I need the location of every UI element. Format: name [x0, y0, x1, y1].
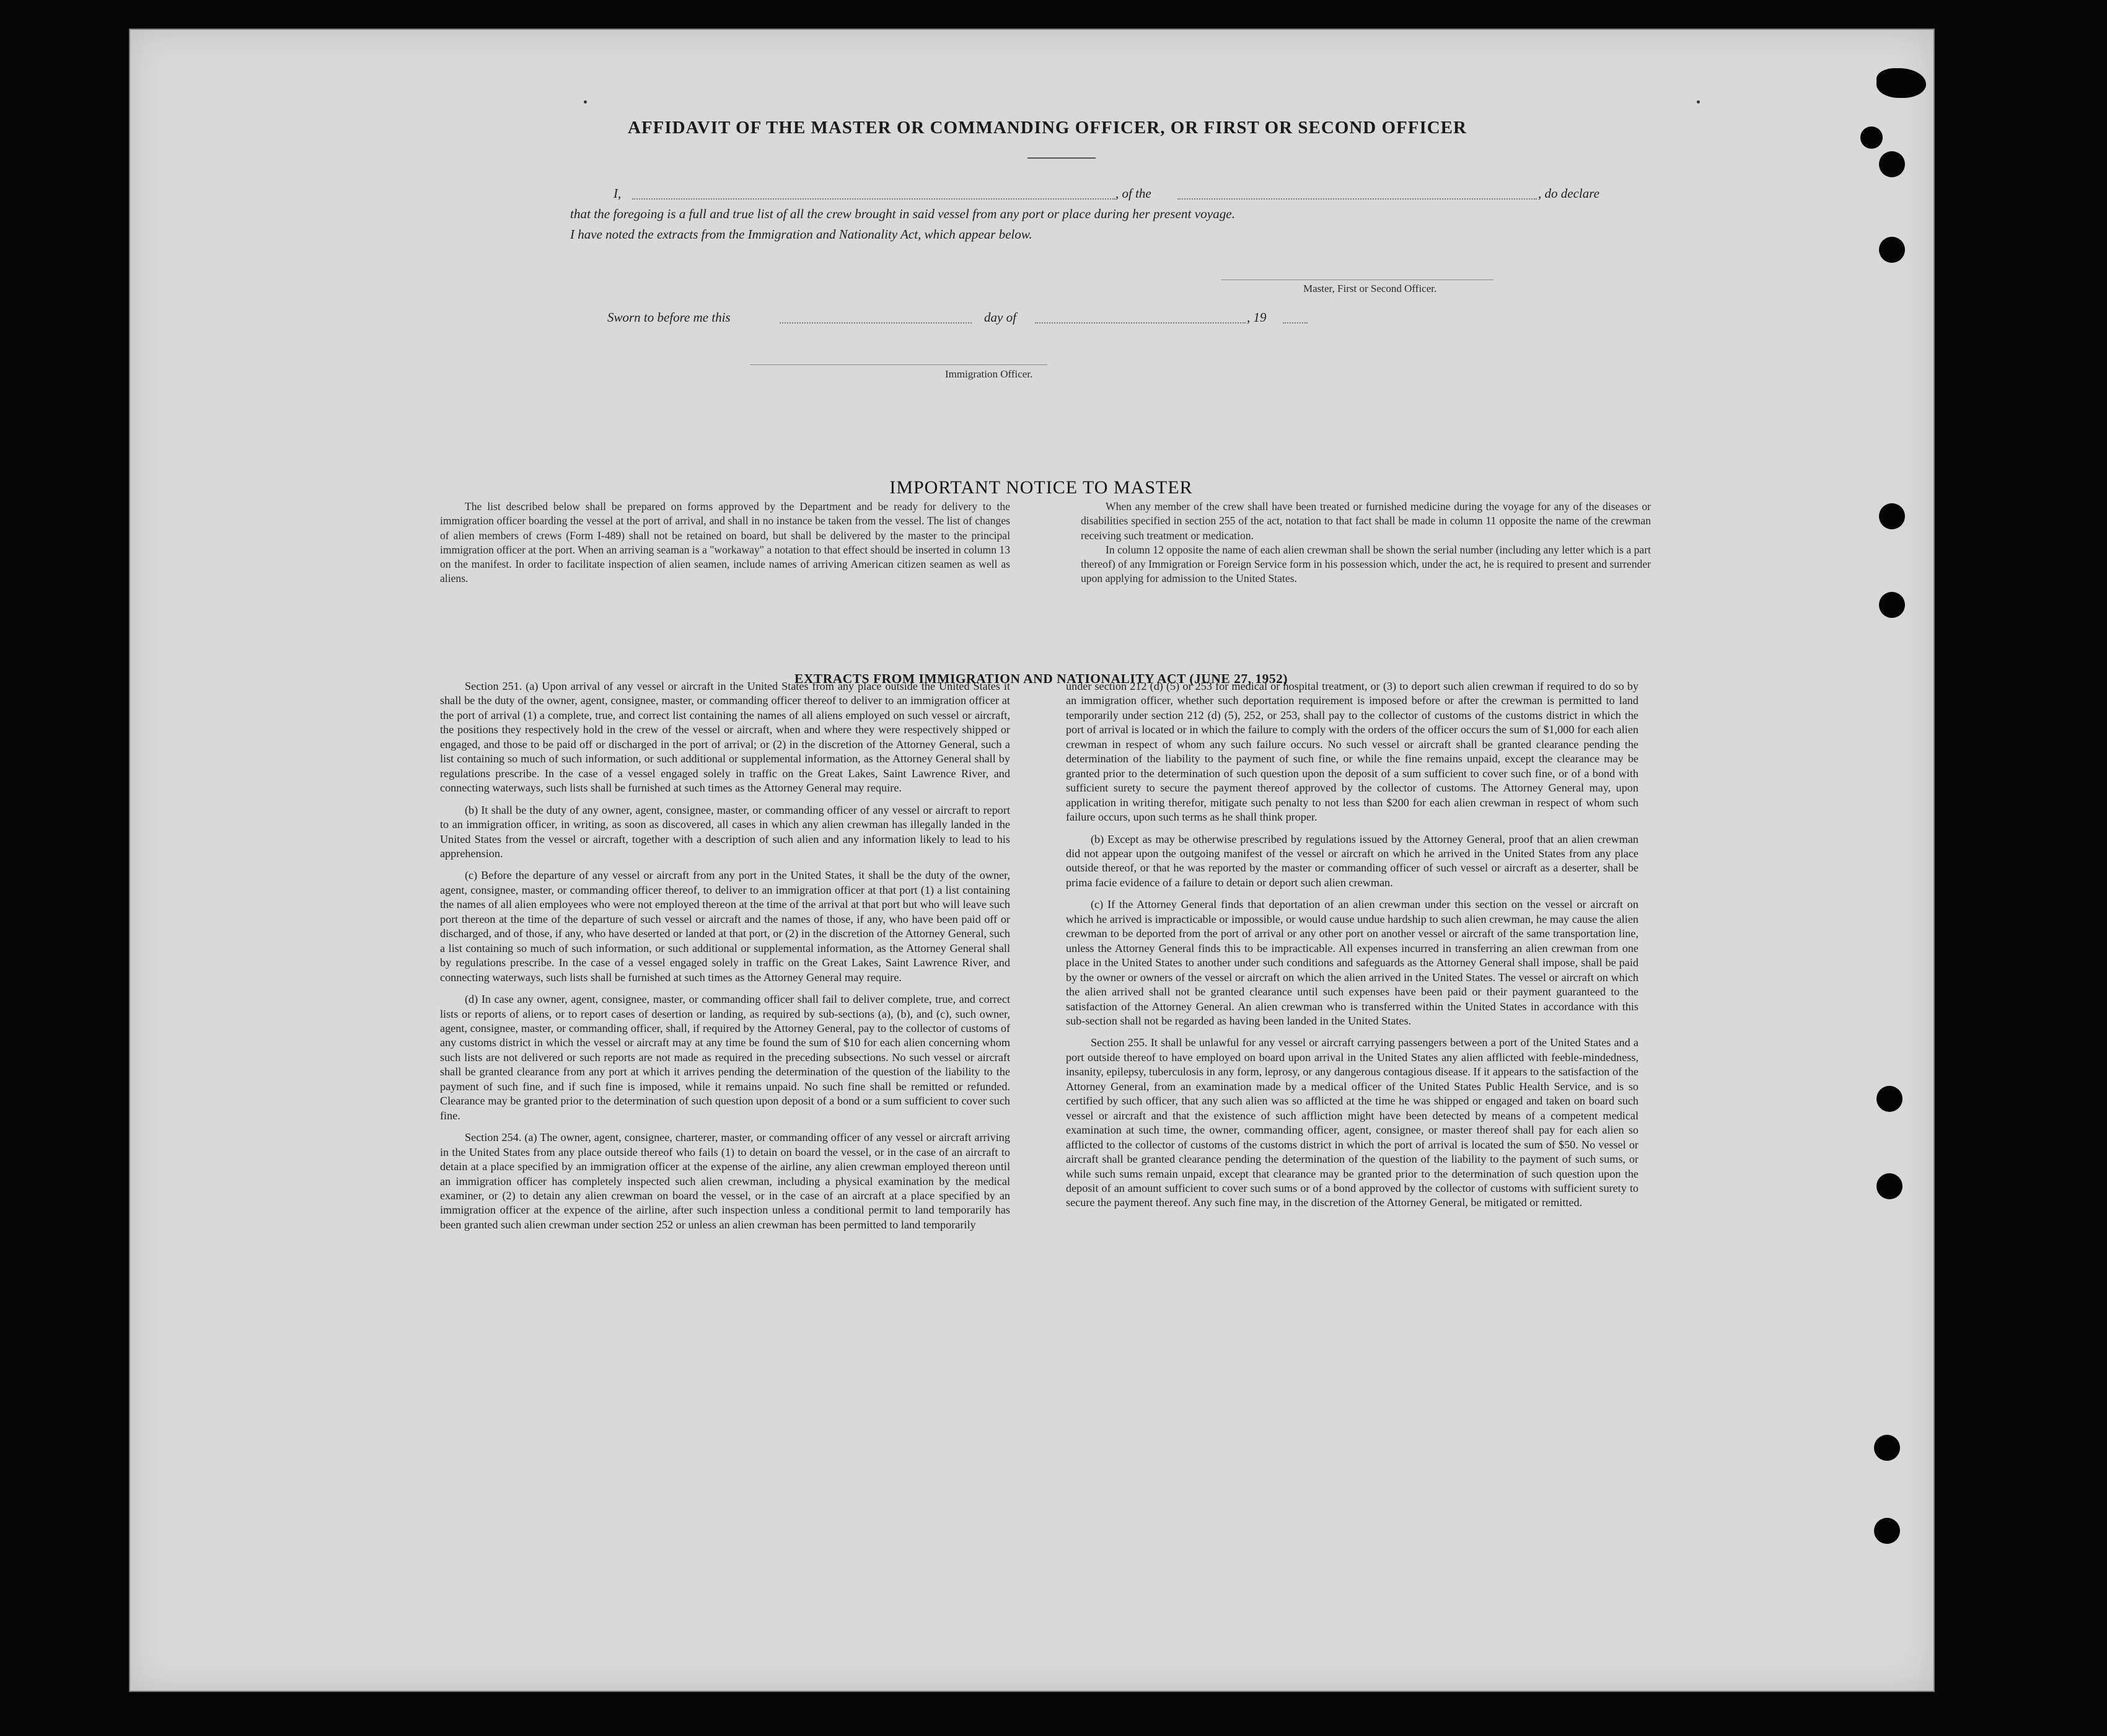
section-251-b: (b) It shall be the duty of any owner, agent, consignee, master, or commanding officer of any vessel or aircraft to report to an immigration officer, in writing, as soon as discovered, all cases in which any alien crewman has illegally landed in the United States from the vessel or aircraft, together with a description of such alien and any information likely to lead to his apprehension. — [440, 803, 1010, 860]
notice-title: IMPORTANT NOTICE TO MASTER — [889, 477, 1193, 498]
section-254-b: (b) Except as may be otherwise prescribed by regulations issued by the Attorney General, proof that an alien crewman did not appear upon the outgoing manifest of the vessel or aircraft on which he arrived in the United States from any place outside thereof, or that he was reported by the master or commanding officer of such vessel or aircraft as a deserter, shall be prima facie evidence of a failure to detain or deport such alien crewman. — [1066, 832, 1639, 889]
sworn-year-blank[interactable] — [1283, 322, 1308, 324]
officer-signature-line[interactable] — [750, 364, 1047, 365]
section-254-a-continued: under section 212 (d) (5) or 253 for medical or hospital treatment, or (3) to deport such alien crewman if required to do so by an immigration officer, whether such deportation requirement is imposed before or after the crewman is permitted to land temporarily under section 212 (d) (5), 252, or 253, shall pay to the collector of customs of the customs district in which the port of arrival is located or in which the failure to comply with the orders of the officer occurs the sum of $1,000 for each alien crewman in respect of whom any such failure occurs. No such vessel or aircraft shall be granted clearance pending the determination of the liability to the payment of such fine, or while the fine remains unpaid, except the clearance may be granted prior to the determination of such question upon the deposit of a sum sufficient to cover such fine, or of a bond with sufficient surety to secure the payment thereof approved by the collector of customs. The Attorney General may, upon application in writing therefor, mitigate such penalty to not less than $200 for each alien crewman in respect of whom such failure occurs, upon such terms as he shall think proper. — [1066, 680, 1639, 824]
speck — [584, 100, 587, 104]
section-254-a: Section 254. (a) The owner, agent, consignee, charterer, master, or commanding officer of any vessel or aircraft arriving in the United States from any place outside thereof who fails (1) to detain on board the vessel, or in the case of an aircraft to detain at a place specified by an immigration officer at the expense of the airline, any alien crewman employed thereon until an immigration officer has completely inspected such alien crewman, including a physical examination by the medical examiner, or (2) to detain any alien crewman on board the vessel, or in the case of an aircraft at a place specified by an immigration officer at the expence of the airline, after such inspection unless a conditional permit to land temporarily has been granted such alien crewman under section 252 or unless an alien crewman has been permitted to land temporarily — [440, 1131, 1010, 1231]
notice-right-paragraph-2: In column 12 opposite the name of each alien crewman shall be shown the serial number (including any letter which is a part thereof) of any Immigration or Foreign Service form in his possession which, under the act, he is required to present and surrender upon applying for admission to the United States. — [1081, 543, 1651, 585]
section-251-c: (c) Before the departure of any vessel or aircraft from any port in the United States, it shall be the duty of the owner, agent, consignee, master, or commanding officer thereof, to deliver to an immigration officer at that port (1) a list containing the names of all alien employees who were not employed thereon at the time of the arrival at that port but who will leave such port thereon at the time of the departure of such vessel or aircraft and the names of those, if any, who have been paid off or discharged, and of those, if any, who have deserted or landed at that port, or (2) in the discretion of the Attorney General, such a list containing so much of such information, or such additional or supplemental information, as the Attorney General shall by regulations prescribe. In the case of a vessel engaged solely in traffic on the Great Lakes, Saint Lawrence River, and connecting waterways, such lists shall be furnished at such times as the Attorney General may require. — [440, 869, 1010, 984]
extracts-right-column — [1066, 679, 1639, 1218]
master-signature-label: Master, First or Second Officer. — [1303, 283, 1437, 294]
year-label: , 19 — [1247, 310, 1267, 325]
declaration-line-3: I have noted the extracts from the Immigration and Nationality Act, which appear below. — [570, 227, 1032, 242]
sworn-day-blank[interactable] — [780, 322, 972, 324]
speck — [1697, 100, 1700, 104]
ink-blot — [1876, 68, 1926, 98]
i-label: I, — [614, 186, 622, 201]
do-declare-label: , do declare — [1538, 186, 1599, 201]
binder-hole — [1879, 237, 1905, 263]
binder-hole — [1876, 1173, 1902, 1199]
binder-hole — [1879, 151, 1905, 177]
title-rule — [1027, 157, 1096, 159]
binder-hole — [1874, 1518, 1900, 1544]
name-blank[interactable] — [632, 198, 1115, 200]
notice-right-paragraph-1: When any member of the crew shall have been treated or furnished medicine during the voyage for any of the diseases or disabilities specified in section 255 of the act, notation to that fact shall be made in column 11 opposite the name of the crewman receiving such treatment or medication. — [1081, 500, 1651, 542]
notice-left-paragraph: The list described below shall be prepared on forms approved by the Department and be ready for delivery to the immigration officer boarding the vessel at the port of arrival, and shall in no instance be taken from the vessel. The list of changes of alien members of crews (Form I-489) shall not be retained on board, but shall be delivered by the master to the principal immigration officer at the port. When an arriving seaman is a "workaway" a notation to that effect should be inserted in column 13 on the manifest. In order to facilitate inspection of alien seamen, include names of arriving American citizen seamen as well as aliens. — [440, 500, 1010, 585]
declaration-line-2: that the foregoing is a full and true list of all the crew brought in said vessel from any port or place during her present voyage. — [570, 206, 1235, 221]
officer-signature-label: Immigration Officer. — [945, 368, 1033, 380]
section-255: Section 255. It shall be unlawful for any vessel or aircraft carrying passengers between a port of the United States and a port outside thereof to have employed on board upon arrival in the United States any alien afflicted with feeble-mindedness, insanity, epilepsy, tuberculosis in any form, leprosy, or any dangerous contagious disease. If it appears to the satisfaction of the Attorney General, from an examination made by a medical officer of the United States Public Health Service, and is so certified by such officer, that any such alien was so afflicted at the time he was shipped or engaged and taken on board such vessel or aircraft and that the existence of such affliction might have been detected by means of a competent medical examination at such time, the owner, commanding officer, agent, consignee, or master thereof shall pay for each alien so afflicted to the collector of customs of the customs district in which the port of arrival is located the sum of $50. No vessel or aircraft shall be granted clearance pending the determination of the question of the liability to the payment of such sums, or while such sums remain unpaid, except that clearance may be granted prior to the determination of such question upon the deposit of an amount sufficient to cover such sums or of a bond approved by the collector of customs with sufficient surety to secure the payment thereof. Any such fine may, in the discretion of the Attorney General, be mitigated or remitted. — [1066, 1036, 1639, 1209]
sworn-label: Sworn to before me this — [607, 310, 731, 325]
vessel-blank[interactable] — [1177, 198, 1537, 200]
binder-hole — [1874, 1435, 1900, 1461]
notice-left-column — [440, 500, 1010, 595]
day-of-label: day of — [984, 310, 1016, 325]
of-the-label: , of the — [1115, 186, 1151, 201]
affidavit-title: AFFIDAVIT OF THE MASTER OR COMMANDING OFFICER, OR FIRST OR SECOND OFFICER — [628, 118, 1467, 138]
binder-hole — [1876, 1086, 1902, 1112]
extracts-left-column — [440, 679, 1010, 1240]
section-251-a: Section 251. (a) Upon arrival of any vessel or aircraft in the United States from any place outside the United States it shall be the duty of the owner, agent, consignee, master, or commanding officer thereof to deliver to an immigration officer at the port of arrival (1) a complete, true, and correct list containing the names of all aliens employed on such vessel or aircraft, the positions they respectively hold in the crew of the vessel or aircraft, when and where they were respectively shipped or engaged, and those to be paid off or discharged in the port of arrival; or (2) in the discretion of the Attorney General, such a list containing so much of such information, or such additional or supplemental information, as the Attorney General shall by regulations prescribe. In the case of a vessel engaged solely in traffic on the Great Lakes, Saint Lawrence River, and connecting waterways, such lists shall be furnished at such times as the Attorney General may require. — [440, 680, 1010, 795]
section-251-d: (d) In case any owner, agent, consignee, master, or commanding officer shall fail to deliver complete, true, and correct lists or reports of aliens, or to report cases of desertion or landing, as required by sub-sections (a), (b), and (c), such owner, agent, consignee, master, or commanding officer, shall, if required by the Attorney General, pay to the collector of customs of any customs district in which the vessel or aircraft may at any time be found the sum of $10 for each alien concerning whom such lists are not delivered or such reports are not made as required in the preceding subsections. No such vessel or aircraft shall be granted clearance from any port at which it arrives pending the determination of the question of the liability to the payment of such fine, and if such fine is imposed, while it remains unpaid. No such fine shall be remitted or refunded. Clearance may be granted prior to the determination of such question upon deposit of a bond or a sum sufficient to cover such fine. — [440, 993, 1010, 1122]
sworn-month-blank[interactable] — [1035, 322, 1246, 324]
document-page — [129, 29, 1935, 1692]
extracts-title: EXTRACTS FROM IMMIGRATION AND NATIONALITY ACT (JUNE 27, 1952) — [794, 671, 1288, 686]
binder-hole — [1879, 503, 1905, 529]
notice-right-column — [1081, 500, 1651, 595]
binder-hole — [1860, 126, 1883, 149]
binder-hole — [1879, 592, 1905, 618]
section-254-c: (c) If the Attorney General finds that deportation of an alien crewman under this section on the vessel or aircraft on which he arrived is impracticable or impossible, or would cause undue hardship to such alien crewman, he may cause the alien crewman to be deported from the port of arrival or any other port on another vessel or aircraft of the same transportation line, unless the Attorney General finds this to be impracticable. All expenses incurred in transferring an alien crewman from one place in the United States to another under such conditions and safeguards as the Attorney General shall impose, shall be paid by the owner or owners of the vessel or aircraft on which the alien arrived in the United States. The vessel or aircraft on which the alien arrived shall not be granted clearance until such expenses have been paid or their payment guaranteed to the satisfaction of the Attorney General. An alien crewman who is transferred within the United States in accordance with this sub-section shall not be regarded as having been landed in the United States. — [1066, 898, 1639, 1027]
